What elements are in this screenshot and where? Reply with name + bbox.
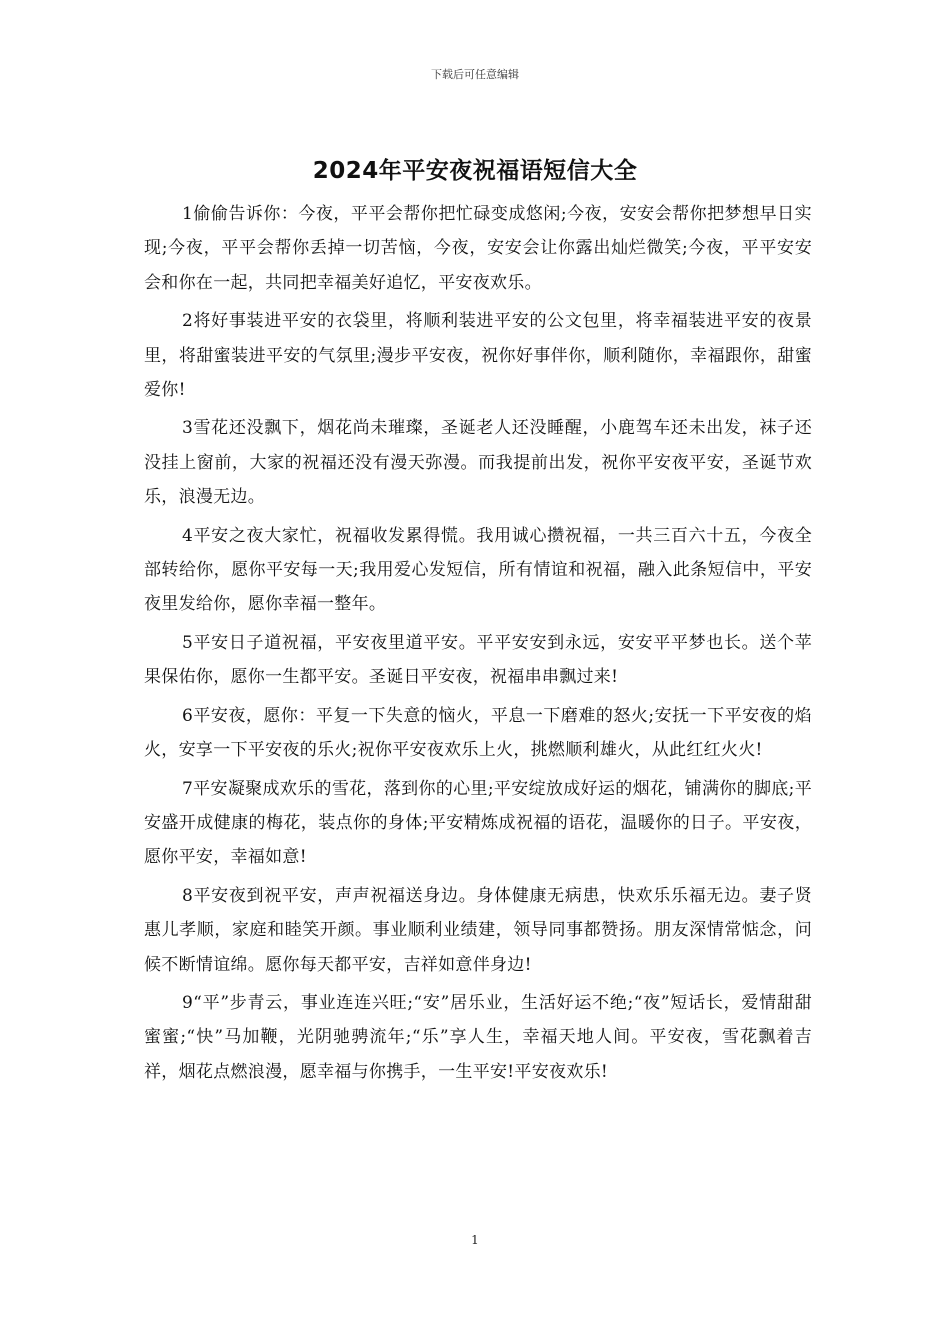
page-number: 1 — [471, 1233, 479, 1247]
blessing-paragraph-6: 6平安夜，愿你：平复一下失意的恼火，平息一下磨难的怒火;安抚一下平安夜的焰火，安享一下平安夜的乐火;祝你平安夜欢乐上火，挑燃顺利雄火，从此红红火火! — [144, 705, 812, 761]
blessing-paragraph-8: 8平安夜到祝平安，声声祝福送身边。身体健康无病患，快欢乐乐福无边。妻子贤惠儿孝顺，家庭和睦笑开颜。事业顺利业绩建，领导同事都赞扬。朋友深情常惦念，问候不断情谊绵。愿你每天都平安，吉祥如意伴身边! — [144, 885, 812, 975]
blessing-paragraph-3: 3雪花还没飘下，烟花尚未璀璨，圣诞老人还没睡醒，小鹿驾车还未出发，袜子还没挂上窗前，大家的祝福还没有漫天弥漫。而我提前出发，祝你平安夜平安，圣诞节欢乐，浪漫无边。 — [144, 418, 812, 508]
blessing-paragraph-5: 5平安日子道祝福，平安夜里道平安。平平安安到永远，安安平平梦也长。送个苹果保佑你，愿你一生都平安。圣诞日平安夜，祝福串串飘过来! — [144, 632, 812, 688]
blessing-paragraph-9: 9“平”步青云，事业连连兴旺;“安”居乐业，生活好运不绝;“夜”短话长，爱情甜甜蜜蜜;“快”马加鞭，光阴驰骋流年;“乐”享人生，幸福天地人间。平安夜，雪花飘着吉祥，烟花点燃浪漫，愿幸福与你携手，一生平安!平安夜欢乐! — [144, 992, 812, 1082]
document-body — [144, 197, 812, 1093]
document-title: 2024年平安夜祝福语短信大全 — [312, 158, 638, 184]
blessing-paragraph-7: 7平安凝聚成欢乐的雪花，落到你的心里;平安绽放成好运的烟花，铺满你的脚底;平安盛开成健康的梅花，装点你的身体;平安精炼成祝福的语花，温暖你的日子。平安夜，愿你平安，幸福如意! — [144, 778, 812, 868]
blessing-paragraph-4: 4平安之夜大家忙，祝福收发累得慌。我用诚心攒祝福，一共三百六十五，今夜全部转给你，愿你平安每一天;我用爱心发短信，所有情谊和祝福，融入此条短信中，平安夜里发给你，愿你幸福一整年。 — [144, 525, 812, 615]
blessing-paragraph-1: 1偷偷告诉你：今夜，平平会帮你把忙碌变成悠闲;今夜，安安会帮你把梦想早日实现;今夜，平平会帮你丢掉一切苦恼，今夜，安安会让你露出灿烂微笑;今夜，平平安安会和你在一起，共同把幸福美好追忆，平安夜欢乐。 — [144, 204, 812, 293]
blessing-paragraph-2: 2将好事装进平安的衣袋里，将顺利装进平安的公文包里，将幸福装进平安的夜景里，将甜蜜装进平安的气氛里;漫步平安夜，祝你好事伴你，顺利随你，幸福跟你，甜蜜爱你! — [144, 311, 812, 401]
page-header: 下载后可任意编辑 — [431, 68, 519, 81]
